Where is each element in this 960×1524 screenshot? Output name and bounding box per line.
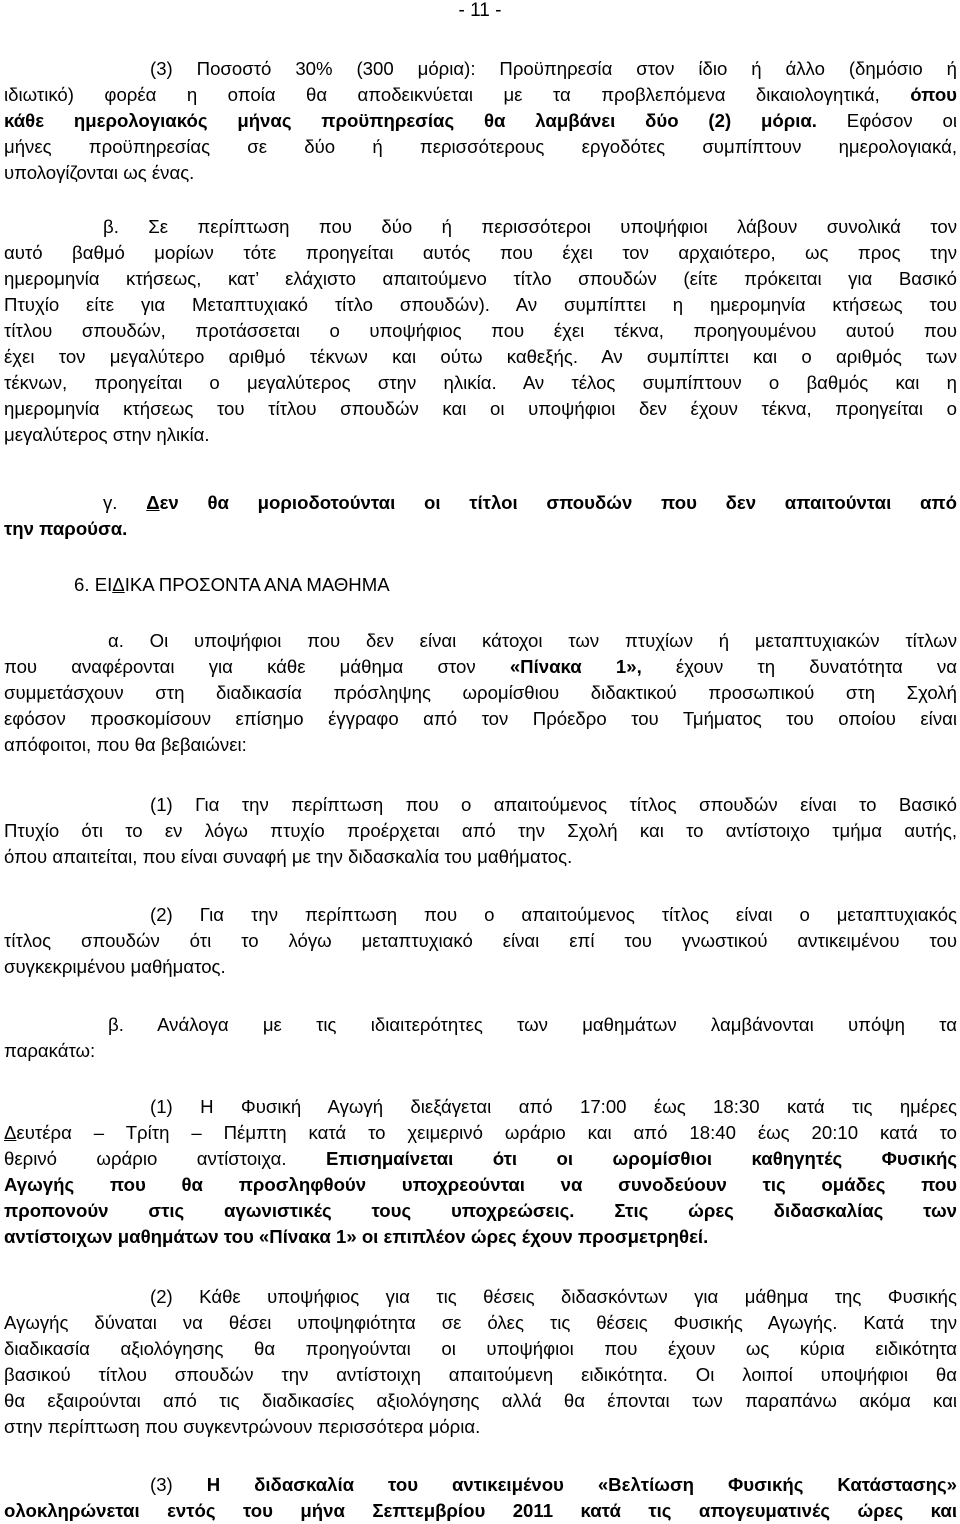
para-gamma-line-2: την παρούσα. [4,518,128,539]
section-title-delta: Δ [112,574,125,595]
item-beta-1-line-3-bold: Επισημαίνεται ότι οι ωρομίσθιοι καθηγητές Φυσικής [325,1148,958,1169]
section-heading [74,572,957,598]
para-beta-line-8: ημερομηνία κτήσεως του τίτλου σπουδών και οι υποψήφιοι δεν έχουν τέκνα, προηγείται ο [4,398,957,419]
item-beta-3-line-1 [150,1472,957,1498]
para-beta-line-2: αυτό βαθμό μορίων τότε προηγείται αυτός που έχει τον αρχαιότερο, ως προς την [4,242,957,263]
para-3-line-3 [4,108,957,134]
para-gamma-prefix: γ. [103,492,147,513]
para-beta-line-5: τίτλου σπουδών, προτάσσεται ο υποψήφιος που έχει τέκνα, προηγουμένου αυτού που [4,320,957,341]
section-title-b: ΙΚΑ ΠΡΟΣΟΝΤΑ ΑΝΑ ΜΑΘΗΜΑ [124,574,390,595]
para-3-line-3-bold: κάθε ημερολογιακός μήνας προϋπηρεσίας θα λαμβάνει δύο (2) μόρια. [4,110,817,131]
para-3-line-4: μήνες προϋπηρεσίας σε δύο ή περισσότερους εργοδότες συμπίπτουν ημερολογιακά, [4,136,957,157]
para-3-line-3-text: Εφόσον οι [816,110,958,131]
item-beta-1-delta: Δ [4,1122,17,1143]
para-3-line-2-bold: όπου [910,84,958,105]
item-beta-2-line-3: διαδικασία αξιολόγησης θα προηγούνται οι υποψήφιοι που έχουν ως κύρια ειδικότητα [4,1338,957,1359]
para-alpha-line-2-c: έχουν τη δυνατότητα να [641,656,957,677]
para-3-line-1: (3) Ποσοστό 30% (300 μόρια): Προϋπηρεσία στον ίδιο ή άλλο (δημόσιο ή [150,58,957,79]
para-beta2-line-2: παρακάτω: [4,1040,96,1061]
item-beta-1-line-2-text: ευτέρα – Τρίτη – Πέμπτη κατά το χειμερινό ωράριο και από 18:40 έως 20:10 κατά το [16,1122,957,1143]
item-beta-2-line-5: θα εξαιρούνται από τις διαδικασίες αξιολόγησης αλλά θα έπονται των παραπάνω ακόμα και [4,1390,957,1411]
para-beta-line-1: β. Σε περίπτωση που δύο ή περισσότεροι υποψήφιοι λάβουν συνολικά τον [103,216,957,237]
para-gamma-bold-text: εν θα μοριοδοτούνται οι τίτλοι σπουδών που δεν απαιτούνται από [159,492,957,513]
para-alpha-line-5: απόφοιτοι, που θα βεβαιώνει: [4,734,247,755]
para-alpha-line-1: α. Οι υποψήφιοι που δεν είναι κάτοχοι των πτυχίων ή μεταπτυχιακών τίτλων [108,630,957,651]
para-alpha-table-ref: «Πίνακα 1», [509,656,642,677]
para-gamma-delta: Δ [146,492,160,513]
item-beta-1-line-3 [4,1146,957,1172]
item-alpha-2-line-3: συγκεκριμένου μαθήματος. [4,956,226,977]
para-beta-line-6: έχει τον μεγαλύτερο αριθμό τέκνων και ούτω καθεξής. Αν συμπίπτει και ο αριθμός των [4,346,957,367]
section-number: 6. [74,574,95,595]
para-gamma-bold [146,492,957,513]
para-beta-line-4: Πτυχίο είτε για Μεταπτυχιακό τίτλο σπουδών). Αν συμπίπτει η ημερομηνία κτήσεως του [4,294,957,315]
item-alpha-2-line-2: τίτλος σπουδών ότι το λόγω μεταπτυχιακό είναι επί του γνωστικού αντικειμένου του [4,930,957,951]
para-3-line-2 [4,82,957,108]
item-alpha-1-line-3: όπου απαιτείται, που είναι συναφή με την διδασκαλία του μαθήματος. [4,846,573,867]
item-beta-2-line-6: στην περίπτωση που συγκεντρώνουν περισσότερα μόρια. [4,1416,481,1437]
item-beta-2-line-4: βασικού τίτλου σπουδών την αντίστοιχη απαιτούμενη ειδικότητα. Οι λοιποί υποψήφιοι θα [4,1364,957,1385]
item-beta-2-line-2: Αγωγής δύναται να θέσει υποψηφιότητα σε όλες τις θέσεις Φυσικής Αγωγής. Κατά την [4,1312,957,1333]
section-title-a: ΕΙ [94,574,113,595]
item-beta-3-line-2: ολοκληρώνεται εντός του μήνα Σεπτεμβρίου 2011 κατά τις απογευματινές ώρες και [4,1500,957,1521]
item-beta-1-line-2 [4,1120,957,1146]
item-beta-1-line-4: Αγωγής που θα προσληφθούν υποχρεούνται να συνοδεύουν τις ομάδες που [4,1174,957,1195]
item-alpha-2-line-1: (2) Για την περίπτωση που ο απαιτούμενος τίτλος είναι ο μεταπτυχιακός [150,904,957,925]
para-3-line-2-text: ιδιωτικό) φορέα η οποία θα αποδεικνύεται με τα προβλεπόμενα δικαιολογητικά, [4,84,880,105]
para-gamma-line-1 [103,490,957,516]
item-beta-2-line-1: (2) Κάθε υποψήφιος για τις θέσεις διδασκόντων για μάθημα της Φυσικής [150,1286,957,1307]
para-beta-line-9: μεγαλύτερος στην ηλικία. [4,424,210,445]
item-beta-1-line-6: αντίστοιχων μαθημάτων του «Πίνακα 1» οι επιπλέον ώρες έχουν προσμετρηθεί. [4,1226,709,1247]
page-number: - 11 - [458,0,502,21]
para-alpha-line-3: συμμετάσχουν στη διαδικασία πρόσληψης ωρομίσθιου διδακτικού προσωπικού στη Σχολή [4,682,957,703]
para-alpha-line-2-a: που αναφέρονται για κάθε μάθημα στον [4,656,510,677]
para-alpha-line-4: εφόσον προσκομίσουν επίσημο έγγραφο από τον Πρόεδρο του Τμήματος του οποίου είναι [4,708,957,729]
item-alpha-1-line-1: (1) Για την περίπτωση που ο απαιτούμενος τίτλος σπουδών είναι το Βασικό [150,794,957,815]
item-beta-3-number: (3) [150,1474,207,1495]
item-beta-1-line-1: (1) Η Φυσική Αγωγή διεξάγεται από 17:00 έως 18:30 κατά τις ημέρες [150,1096,957,1117]
para-3-line-5: υπολογίζονται ως ένας. [4,162,195,183]
para-alpha-line-2 [4,654,957,680]
item-beta-1-line-3-a: θερινό ωράριο αντίστοιχα. [4,1148,326,1169]
para-beta-line-3: ημερομηνία κτήσεως, κατ’ ελάχιστο απαιτούμενο τίτλο σπουδών (είτε πρόκειται για Βασικό [4,268,957,289]
item-beta-1-line-5: προπονούν στις αγωνιστικές τους υποχρεώσεις. Στις ώρες διδασκαλίας των [4,1200,957,1221]
para-beta2-line-1: β. Ανάλογα με τις ιδιαιτερότητες των μαθημάτων λαμβάνονται υπόψη τα [108,1014,957,1035]
item-alpha-1-line-2: Πτυχίο ότι το εν λόγω πτυχίο προέρχεται από την Σχολή και το αντίστοιχο τμήμα αυτής, [4,820,957,841]
para-beta-line-7: τέκνων, προηγείται ο μεγαλύτερος στην ηλικία. Αν τέλος συμπίπτουν ο βαθμός και η [4,372,957,393]
item-beta-3-line-1-bold: Η διδασκαλία του αντικειμένου «Βελτίωση Φυσικής Κατάστασης» [206,1474,957,1495]
